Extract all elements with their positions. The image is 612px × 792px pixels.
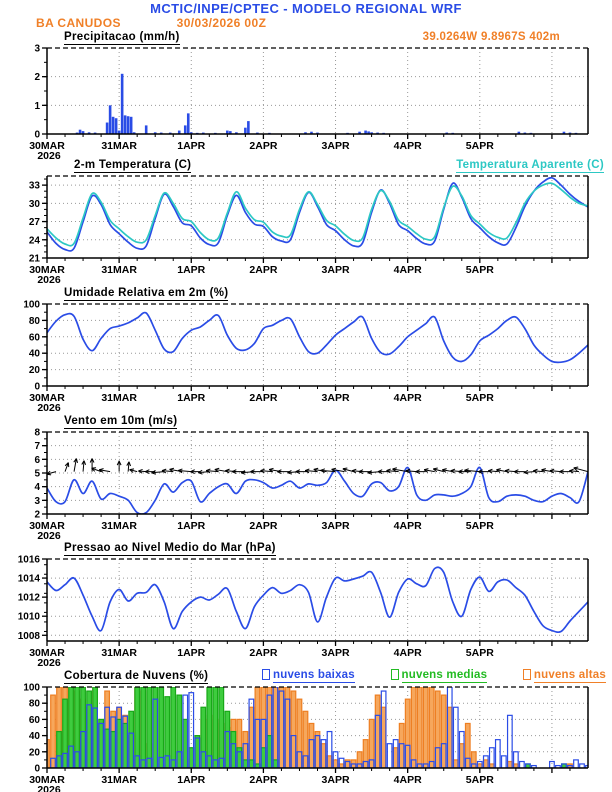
svg-text:4APR: 4APR: [393, 647, 422, 659]
legend-label-mid-clouds: nuvens medias: [401, 669, 488, 681]
svg-text:2026: 2026: [37, 530, 61, 542]
svg-text:1012: 1012: [17, 592, 40, 604]
svg-text:60: 60: [28, 332, 40, 344]
svg-text:31MAR: 31MAR: [101, 140, 137, 152]
svg-text:0: 0: [34, 381, 40, 393]
svg-text:3APR: 3APR: [321, 140, 350, 152]
svg-text:2026: 2026: [37, 402, 61, 414]
svg-text:5APR: 5APR: [465, 392, 494, 404]
svg-text:5APR: 5APR: [465, 774, 494, 786]
svg-text:1APR: 1APR: [177, 392, 206, 404]
panel-relative-humidity-2m: [23, 300, 588, 415]
svg-text:0: 0: [34, 129, 40, 141]
svg-text:2: 2: [34, 72, 40, 84]
svg-text:5APR: 5APR: [465, 140, 494, 152]
svg-text:6: 6: [34, 454, 40, 466]
panel-wind-10m: [29, 428, 588, 543]
panel-cloud-cover: [23, 683, 590, 792]
svg-text:30MAR: 30MAR: [29, 520, 65, 532]
svg-text:1016: 1016: [17, 554, 40, 566]
svg-text:5APR: 5APR: [465, 520, 494, 532]
svg-text:20: 20: [28, 365, 40, 377]
svg-text:40: 40: [28, 348, 40, 360]
panel-title-precipitation: Precipitacao (mm/h): [64, 31, 180, 43]
svg-text:24: 24: [28, 235, 40, 247]
svg-text:31MAR: 31MAR: [101, 774, 137, 786]
svg-text:2026: 2026: [37, 274, 61, 286]
svg-text:31MAR: 31MAR: [101, 647, 137, 659]
svg-text:3APR: 3APR: [321, 520, 350, 532]
svg-text:31MAR: 31MAR: [101, 264, 137, 276]
svg-text:2: 2: [34, 509, 40, 521]
svg-text:4APR: 4APR: [393, 140, 422, 152]
svg-text:30MAR: 30MAR: [29, 774, 65, 786]
panel-title-temperature: 2-m Temperatura (C): [74, 159, 192, 171]
svg-text:4APR: 4APR: [393, 520, 422, 532]
svg-text:1APR: 1APR: [177, 774, 206, 786]
app-title: MCTIC/INPE/CPTEC - MODELO REGIONAL WRF: [150, 1, 462, 16]
svg-text:3APR: 3APR: [321, 774, 350, 786]
svg-text:27: 27: [28, 217, 40, 229]
legend-apparent-temperature: Temperatura Aparente (C): [456, 159, 604, 171]
svg-text:0: 0: [34, 763, 40, 775]
svg-text:30MAR: 30MAR: [29, 140, 65, 152]
svg-text:33: 33: [28, 180, 40, 192]
svg-text:3: 3: [34, 495, 40, 507]
svg-text:4APR: 4APR: [393, 774, 422, 786]
svg-text:30MAR: 30MAR: [29, 647, 65, 659]
svg-text:3APR: 3APR: [321, 392, 350, 404]
svg-text:1APR: 1APR: [177, 520, 206, 532]
svg-text:21: 21: [28, 253, 40, 265]
svg-text:2APR: 2APR: [249, 264, 278, 276]
svg-text:5: 5: [34, 468, 40, 480]
svg-text:80: 80: [28, 315, 40, 327]
svg-text:2APR: 2APR: [249, 774, 278, 786]
svg-text:1APR: 1APR: [177, 647, 206, 659]
svg-text:1008: 1008: [17, 630, 40, 642]
svg-text:3APR: 3APR: [321, 264, 350, 276]
station-name: BA CANUDOS: [36, 16, 121, 30]
svg-text:100: 100: [23, 682, 40, 694]
panel-title-pressure: Pressao ao Nivel Medio do Mar (hPa): [64, 542, 276, 554]
svg-text:2APR: 2APR: [249, 392, 278, 404]
station-coordinates: 39.0264W 9.8967S 402m: [422, 31, 560, 43]
legend-label-low-clouds: nuvens baixas: [273, 669, 355, 681]
svg-text:3: 3: [34, 43, 40, 55]
svg-text:2026: 2026: [37, 784, 61, 792]
svg-text:80: 80: [28, 698, 40, 710]
panel-title-wind: Vento em 10m (m/s): [64, 415, 178, 427]
panel-title-clouds: Cobertura de Nuvens (%): [64, 670, 209, 682]
panel-precipitation: [29, 44, 588, 163]
svg-text:60: 60: [28, 714, 40, 726]
svg-text:31MAR: 31MAR: [101, 392, 137, 404]
svg-text:31MAR: 31MAR: [101, 520, 137, 532]
svg-text:7: 7: [34, 441, 40, 453]
svg-text:30MAR: 30MAR: [29, 392, 65, 404]
svg-text:1APR: 1APR: [177, 264, 206, 276]
svg-text:4APR: 4APR: [393, 392, 422, 404]
panel-title-humidity: Umidade Relativa em 2m (%): [64, 287, 229, 299]
panel-temperature-2m: [29, 176, 588, 286]
panel-mean-sea-level-pressure: [18, 555, 588, 670]
svg-text:2APR: 2APR: [249, 647, 278, 659]
svg-text:5APR: 5APR: [465, 264, 494, 276]
svg-text:1010: 1010: [17, 611, 40, 623]
svg-text:20: 20: [28, 747, 40, 759]
legend-label-high-clouds: nuvens altas: [533, 669, 606, 681]
svg-text:4: 4: [34, 482, 40, 494]
svg-text:4APR: 4APR: [393, 264, 422, 276]
svg-text:8: 8: [34, 427, 40, 439]
svg-text:2026: 2026: [37, 150, 61, 162]
svg-text:5APR: 5APR: [465, 647, 494, 659]
svg-text:30: 30: [28, 198, 40, 210]
svg-text:1: 1: [34, 100, 40, 112]
svg-text:2026: 2026: [37, 657, 61, 669]
svg-text:100: 100: [23, 299, 40, 311]
svg-text:40: 40: [28, 731, 40, 743]
svg-text:2APR: 2APR: [249, 520, 278, 532]
svg-text:30MAR: 30MAR: [29, 264, 65, 276]
svg-text:3APR: 3APR: [321, 647, 350, 659]
svg-text:1014: 1014: [17, 573, 40, 585]
svg-text:2APR: 2APR: [249, 140, 278, 152]
run-datetime: 30/03/2026 00Z: [176, 16, 267, 30]
svg-text:1APR: 1APR: [177, 140, 206, 152]
